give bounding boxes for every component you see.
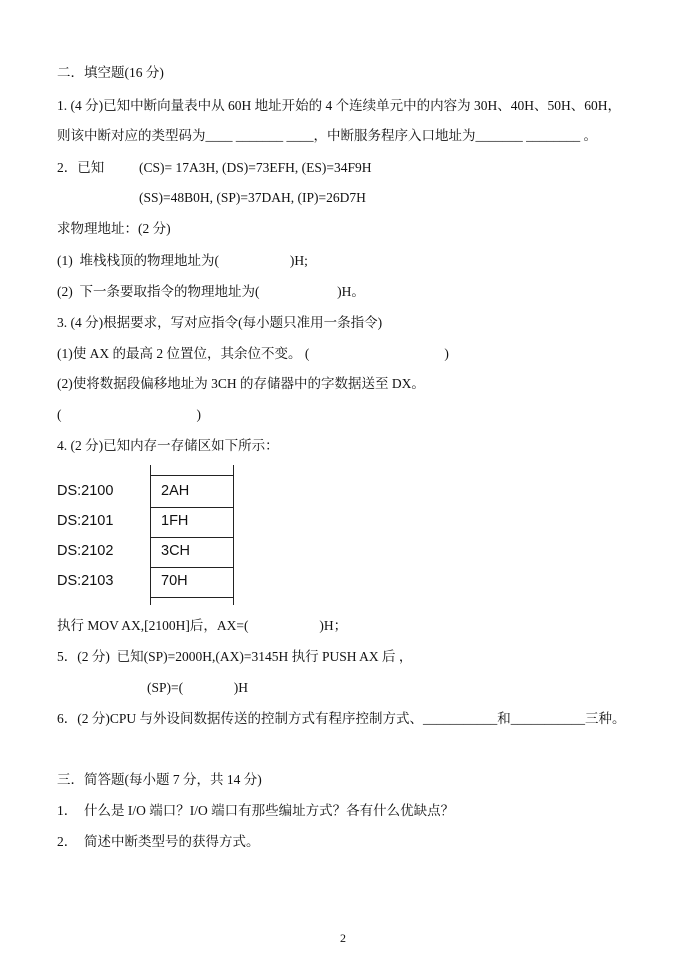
- q3-sub2: (2)使将数据段偏移地址为 3CH 的存储器中的字数据送至 DX。: [57, 376, 425, 391]
- section2-heading: 二．填空题(16 分): [57, 65, 164, 80]
- q2-sub1: (1) 堆栈栈顶的物理地址为( )H;: [57, 253, 308, 268]
- memory-address: DS:2103: [57, 573, 114, 589]
- memory-value: 1FH: [161, 513, 189, 529]
- q2-ask: 求物理地址：(2 分): [57, 221, 171, 236]
- page-number: 2: [340, 931, 346, 945]
- memory-row-divider: [150, 597, 233, 598]
- memory-row: [55, 477, 245, 507]
- section3-q1: 1． 什么是 I/O 端口？I/O 端口有那些编址方式？各有什么优缺点？: [57, 803, 455, 818]
- memory-value: 2AH: [161, 483, 190, 499]
- q6-text: 6．(2 分)CPU 与外设间数据传送的控制方式有程序控制方式、___________和___________三种。: [57, 711, 626, 726]
- q5-blank: (SP)=( )H: [147, 680, 248, 695]
- memory-address: DS:2100: [57, 483, 114, 499]
- q2-registers-1: (CS)= 17A3H, (DS)=73EFH, (ES)=34F9H: [139, 160, 372, 175]
- memory-row: [55, 537, 245, 567]
- section3-heading: 三．简答题(每小题 7 分，共 14 分): [57, 772, 262, 787]
- q2-label: 2．已知: [57, 160, 105, 175]
- memory-address: DS:2102: [57, 543, 114, 559]
- memory-table-top-rule: [150, 475, 233, 476]
- memory-row: [55, 567, 245, 597]
- memory-row: [55, 507, 245, 537]
- q3-sub1: (1)使 AX 的最高 2 位置位，其余位不变。 ( ): [57, 346, 449, 361]
- q5-heading: 5．(2 分) 已知(SP)=2000H,(AX)=3145H 执行 PUSH AX 后 ，: [57, 649, 413, 664]
- q4-heading: 4. (2 分)已知内存一存储区如下所示：: [57, 438, 279, 453]
- q3-heading: 3. (4 分)根据要求，写对应指令(每小题只准用一条指令): [57, 315, 383, 330]
- q1-line1: 1. (4 分)已知中断向量表中从 60H 地址开始的 4 个连续单元中的内容为 30H、40H、50H、60H，: [57, 98, 621, 113]
- q1-line2: 则该中断对应的类型码为____ _______ ____，中断服务程序入口地址为_______ ________ 。: [57, 128, 597, 143]
- memory-table: [55, 465, 245, 605]
- memory-value: 3CH: [161, 543, 191, 559]
- q2-registers-2: (SS)=48B0H, (SP)=37DAH, (IP)=26D7H: [139, 190, 366, 205]
- memory-address: DS:2101: [57, 513, 114, 529]
- q3-sub2-blank: ( ): [57, 407, 201, 422]
- q2-sub2: (2) 下一条要取指令的物理地址为( )H。: [57, 284, 365, 299]
- memory-value: 70H: [161, 573, 188, 589]
- q4-execute: 执行 MOV AX,[2100H]后，AX=( )H；: [57, 618, 348, 633]
- section3-q2: 2． 简述中断类型号的获得方式。: [57, 834, 260, 849]
